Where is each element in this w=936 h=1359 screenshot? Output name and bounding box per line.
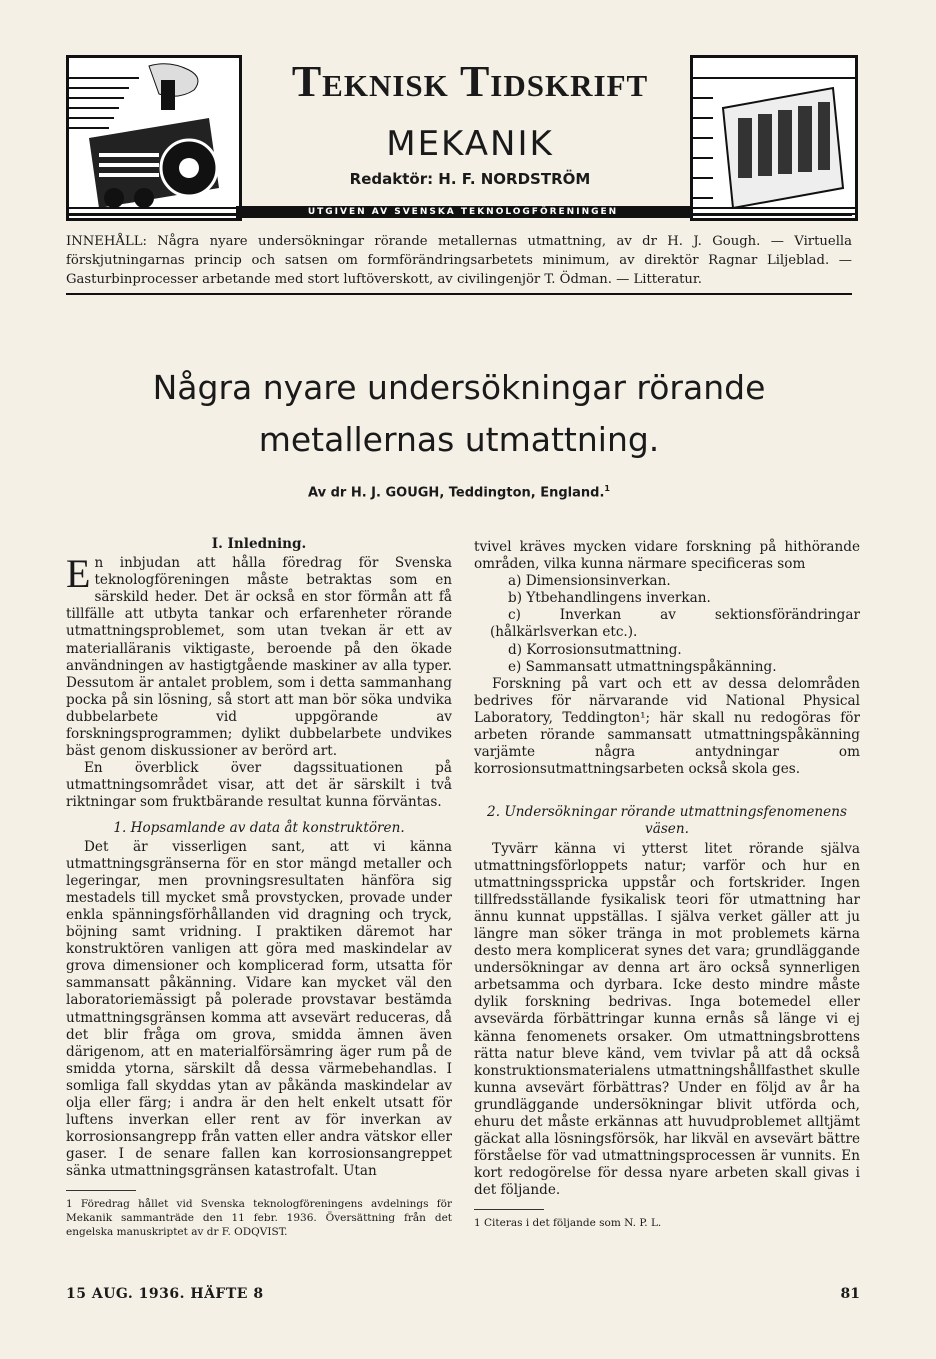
footnote-rule [474,1209,544,1210]
left-column [66,536,452,1239]
paragraph: En överblick över dagssituationen på utmattningsområdet visar, att det är särskilt i två riktningar som fruktbärande resultat kunna förväntas. [66,760,452,811]
paragraph: Forskning på vart och ett av dessa delområden bedrives för närvarande vid National Physical Laboratory, Teddington¹; här skall nu redogöras för arbeten rörande sammansatt utmattningspåkänning varjämte några antydningar om korrosionsutmattningsarbeten också skola ges. [474,675,860,778]
paragraph: Det är visserligen sant, att vi känna utmattningsgränserna för en stor mängd metaller och legeringar, men provningsresultaten hänföra sig mestadels till mycket små provstycken, provade under enkla spänningsförhållanden vid dragning och tryck, böjning samt vridning. I praktiken däremot har konstruktören vanligen att göra med maskindelar av grova dimensioner och komplicerad form, utsatta för sammansatt påkänning. Vidare kan mycket väl den laboratoriemässigt på polerade provstavar bestämda utmattningsgränsen komma att avsevärt reduceras, då det blir fråga om grova, smidda ämnen även därigenom, att en materialförsämring äger rum på de smidda ytorna, särskilt då dessa värmebehandlas. I somliga fall skyddas ytan av påkända maskindelar av olja eller färg; i andra är den helt enkelt utsatt för luftens inverkan eller rent av för inverkan av korrosionsangrepp från vatten eller andra vätskor eller gaser. I de senare fallen kan korrosionsangreppet sänka utmattningsgränsen katastrofalt. Utan [66,838,452,1180]
subsection-heading: 2. Undersökningar rörande utmattningsfenomenens väsen. [487,804,847,838]
drop-cap: E [66,551,91,597]
footnote-rule [66,1190,136,1191]
list-item: c) Inverkan av sektionsförändringar (hålkärlsverkan etc.). [490,607,860,641]
article-title [66,362,852,466]
subsection-heading: 1. Hopsamlande av data åt konstruktören. [113,819,405,836]
footnote: 1 Föredrag hållet vid Svenska teknologföreningens avdelnings för Mekanik sammanträde den 11 febr. 1936. Översättning från det engelska manuskriptet av dr F. ODQVIST. [66,1198,452,1239]
page-number: 81 [840,1286,860,1302]
list-item: e) Sammansatt utmattningspåkänning. [508,658,777,675]
article-title-line-1: Några nyare undersökningar rörande [152,368,766,407]
issue-info: 15 AUG. 1936. HÄFTE 8 [66,1286,264,1302]
journal-title: Teknisk Tidskrift [291,57,649,106]
journal-editor: Redaktör: H. F. NORDSTRÖM [349,170,591,188]
publisher-band: UTGIVEN AV SVENSKA TEKNOLOGFÖRENINGEN [236,206,690,218]
author-footnote-mark: 1 [604,484,610,493]
right-column [474,539,860,1230]
article-author [66,484,852,500]
list-item: a) Dimensionsinverkan. [508,573,671,590]
journal-section: MEKANIK [386,124,554,164]
footnote: 1 Citeras i det följande som N. P. L. [474,1217,662,1230]
paragraph-text: n inbjudan att hålla föredrag för Svenska teknologföreningen måste betraktas som en särskild heder. Det är också en stor förmån att få tillfälle att utbyta tankar och erfarenheter rörande utmattningsproblemet, som utan tvekan är ett av materialläranis viktigaste, beroende på den ökade användningen av hastigtgående maskiner av alla typer. Dessutom är antalet problem, som i detta sammanhang pocka på sin lösning, så stort att man bör söka undvika dubbelarbete vid uppgörande av forskningsprogrammen; dylikt dubbelarbete undvikes bäst genom diskussioner av berörd art. [66,555,452,760]
list-item: d) Korrosionsutmattning. [508,641,682,658]
paragraph: Tyvärr känna vi ytterst litet rörande själva utmattningsförloppets natur; varför och hur en utmattningsspricka uppstår och fortskrider. Ingen tillfredsställande fysikalisk teori för utmattning har ännu kunnat uppställas. I själva verket gäller att ju längre man söker tränga in mot problemets kärna desto mera komplicerat synes det vara; grundläggande undersökningar av denna art äro också synnerligen arbetsamma och dyrbara. Icke desto mindre måste dylik forskning bedrivas. Inga botemedel eller avsevärda förbättringar kunna ernås så länge vi ej känna fenomenets orsaker. Om utmattningsbrottens rätta natur bleve känd, vem tvivlar på att då också konstruktionsmaterialens utmattningshållfasthet skulle kunna avsevärt förbättras? Under en följd av år ha grundläggande undersökningar blivit utförda och, ehuru det måste erkännas att huvudproblemet alltjämt gäckat alla lösningsförsök, har likväl en avsevärt bättre förståelse för vad utmattningsprocessen är vunnits. En kort redogörelse för dessa nyare arbeten skall givas i det följande. [474,840,860,1199]
article-title-line-2: metallernas utmattning. [258,420,660,459]
author-line: Av dr H. J. GOUGH, Teddington, England. [308,485,605,501]
paragraph: tvivel kräves mycken vidare forskning på hithörande områden, vilka kunna närmare specificeras som [474,539,860,573]
table-of-contents: INNEHÅLL: Några nyare undersökningar rörande metallernas utmattning, av dr H. J. Gough. — Virtuella förskjutningarnas princip och satsen om formförändringsarbetets minimum, av direktör Ragnar Liljeblad. — Gasturbinprocesser arbetande med stort luftöverskott, av civilingenjör T. Ödman. — Litteratur. [66,234,852,287]
engine-room-illustration [690,55,858,221]
list-item: b) Ytbehandlingens inverkan. [508,590,711,607]
section-heading-inledning: I. Inledning. [211,536,307,552]
paragraph [66,551,452,760]
locomotive-illustration [66,55,242,221]
contents-rule [66,293,852,295]
